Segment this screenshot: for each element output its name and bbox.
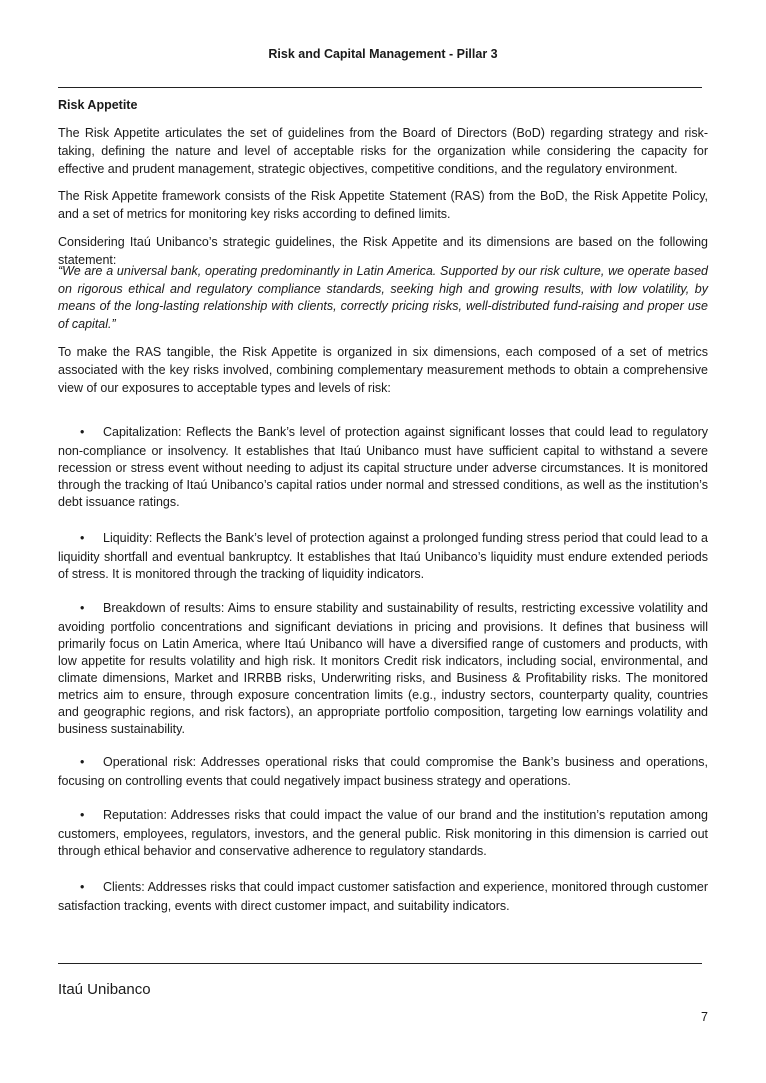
bullet-icon: •: [80, 425, 85, 439]
list-item-clients: [58, 876, 708, 915]
list-item-text: Capitalization: Reflects the Bank’s level of protection against significant losses that could lead to regulatory non-compliance or insolvency. It establishes that Itaú Unibanco must have sufficient capital to withstand a severe recession or stress event without needing to adjust its capital structure under adverse circumstances. It is monitored through the tracking of Itaú Unibanco’s capital ratios under normal and stressed conditions, as well as the institution’s debt issuance ratings.: [58, 425, 708, 509]
section-heading: Risk Appetite: [58, 98, 138, 112]
paragraph: The Risk Appetite articulates the set of guidelines from the Board of Directors (BoD) regarding strategy and risk-taking, defining the nature and level of acceptable risks for the organization while considering the capacity for effective and prudent management, strategic objectives, competitive conditions, and the regulatory environment.: [58, 126, 708, 176]
list-item-operational-risk: [58, 751, 708, 790]
list-item-liquidity: [58, 527, 708, 583]
list-item-text: Reputation: Addresses risks that could impact the value of our brand and the institution’s reputation among customers, employees, regulators, investors, and the general public. Risk monitoring in this dimension is carried out through ethical behavior and conservative adherence to regulatory standards.: [58, 808, 708, 858]
bullet-icon: •: [80, 755, 85, 769]
list-item-reputation: [58, 804, 708, 860]
footer-divider: [58, 963, 702, 964]
bullet-icon: •: [80, 531, 85, 545]
list-item-capitalization: [58, 421, 708, 511]
list-item-breakdown-of-results: [58, 597, 708, 738]
list-item-text: Operational risk: Addresses operational risks that could compromise the Bank’s business and operations, focusing on controlling events that could negatively impact business strategy and operations.: [58, 755, 708, 788]
page-number: 7: [701, 1010, 708, 1024]
footer-company-name: Itaú Unibanco: [58, 981, 151, 998]
paragraph: Considering Itaú Unibanco’s strategic guidelines, the Risk Appetite and its dimensions are based on the following statement:: [58, 235, 708, 267]
bullet-icon: •: [80, 601, 85, 615]
page-header-title: Risk and Capital Management - Pillar 3: [268, 47, 498, 61]
bullet-icon: •: [80, 880, 85, 894]
header-divider: [58, 87, 702, 88]
bullet-icon: •: [80, 808, 85, 822]
list-item-text: Clients: Addresses risks that could impact customer satisfaction and experience, monitored through customer satisfaction tracking, events with direct customer impact, and suitability indicators.: [58, 880, 708, 913]
list-item-text: Breakdown of results: Aims to ensure stability and sustainability of results, restricting excessive volatility and avoiding portfolio concentrations and significant deviations in pricing and provisions. It defines that business will primarily focus on Latin America, where Itaú Unibanco will have a diversified range of customers and products, with low appetite for results volatility and high risk. It monitors Credit risk indicators, including social, environmental, and climate dimensions, Market and IRRBB risks, Underwriting risks, and Business & Profitability risks. The monitored metrics aim to ensure, through exposure concentration limits (e.g., industry sectors, counterparty quality, countries and geographic regions, and risk factors), an appropriate portfolio composition, targeting low earnings volatility and business sustainability.: [58, 601, 708, 736]
paragraph: The Risk Appetite framework consists of the Risk Appetite Statement (RAS) from the BoD, the Risk Appetite Policy, and a set of metrics for monitoring key risks according to defined limits.: [58, 189, 708, 221]
list-item-text: Liquidity: Reflects the Bank’s level of protection against a prolonged funding stress period that could lead to a liquidity shortfall and eventual bankruptcy. It establishes that Itaú Unibanco’s liquidity must endure extended periods of stress. It is monitored through the tracking of liquidity indicators.: [58, 531, 708, 581]
paragraph: To make the RAS tangible, the Risk Appetite is organized in six dimensions, each composed of a set of metrics associated with the key risks involved, combining complementary measurement methods to obtain a comprehensive view of our exposures to acceptable types and levels of risk:: [58, 345, 708, 395]
risk-appetite-statement-quote: “We are a universal bank, operating predominantly in Latin America. Supported by our risk culture, we operate based on rigorous ethical and regulatory compliance standards, seeking high and growing results, with low volatility, by means of the long-lasting relationship with clients, correctly pricing risks, well-distributed fund-raising and proper use of capital.”: [58, 264, 708, 331]
